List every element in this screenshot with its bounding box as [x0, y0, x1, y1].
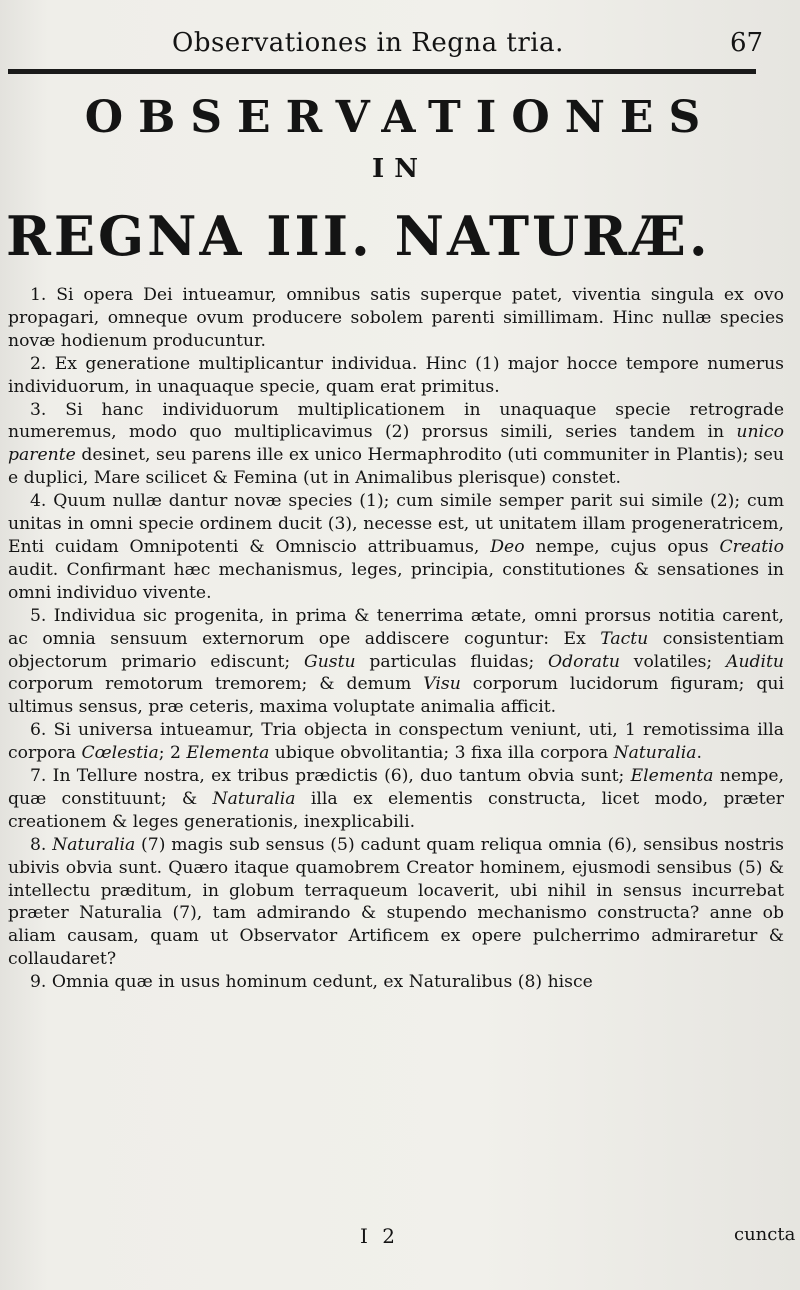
title-line-regna-naturae: REGNA III. NATURÆ.	[6, 204, 711, 268]
paragraph-7	[8, 765, 784, 834]
text-run: 6. Si universa intueamur, Tria objecta in conspectum veniunt, uti, 1 remotissima illa corpora	[8, 720, 784, 764]
paragraph-4	[8, 490, 784, 605]
paragraph-3	[8, 399, 784, 491]
text-run: 7. In Tellure nostra, ex tribus prædictis (6), duo tantum obvia sunt;	[30, 766, 631, 787]
text-run: particulas fluidas;	[355, 651, 549, 672]
italic-term: Elementa	[630, 766, 714, 787]
text-run: 4. Quum nullæ dantur novæ species (1); cum simile semper parit sui simile (2); cum unitas in omni specie ordinem ducit (3), necesse est, ut unitatem illam progeneratricem, Enti cuidam Omnipotenti & Omniscio attribuamus,	[8, 491, 784, 557]
text-run: nempe, cujus opus	[524, 536, 720, 557]
text-run: desinet, seu parens ille ex unico Hermaphrodito (uti communiter in Plantis); seu e duplici, Mare scilicet & Femina (ut in Animalibus plerisque) constet.	[8, 445, 784, 489]
text-run: ubique obvolitantia; 3 fixa illa corpora	[269, 743, 614, 764]
text-run: nempe, quæ constituunt; &	[8, 766, 784, 809]
italic-term: Naturalia	[613, 743, 697, 764]
text-run: ; 2	[158, 743, 187, 764]
paragraph-8	[8, 834, 784, 971]
text-run: corporum lucidorum figuram; qui ultimus sensus, præ ceteris, maxima voluptate animalia afficit.	[8, 674, 784, 718]
italic-term: Tactu	[600, 628, 649, 649]
body-text	[8, 284, 784, 994]
text-run: 5. Individua sic progenita, in prima & tenerrima ætate, omni prorsus notitia carent, ac omnia sensuum externorum ope addiscere coguntur: Ex	[8, 605, 784, 649]
italic-term: Naturalia	[52, 834, 136, 855]
italic-term: unico parente	[8, 422, 784, 466]
paragraph-5	[8, 605, 784, 720]
signature-mark: I 2	[360, 1224, 399, 1248]
text-run: audit. Confirmant hæc mechanismus, leges, principia, constitutiones & sensationes in omni individuo vivente.	[8, 559, 784, 603]
paragraph-9	[8, 971, 784, 994]
italic-term: Elementa	[186, 743, 270, 764]
catchword: cuncta	[734, 1224, 796, 1245]
italic-term: Creatio	[719, 536, 784, 557]
header-rule	[8, 69, 756, 74]
text-run: 3. Si hanc individuorum multiplicationem in unaquaque specie retrograde numeremus, modo quo multiplicavimus (2) prorsus simili, series tandem in	[8, 399, 784, 443]
italic-term: Cœlestia	[81, 743, 159, 764]
italic-term: Naturalia	[212, 788, 296, 809]
text-run: consistentiam objectorum primario ediscunt;	[8, 628, 784, 672]
title-line-in: IN	[372, 154, 428, 184]
text-run: 2. Ex generatione multiplicantur individua. Hinc (1) major hocce tempore numerus individuorum, in unaquaque specie, quam erat primitus.	[8, 353, 784, 397]
text-run: (7) magis sub sensus (5) cadunt quam reliqua omnia (6), sensibus nostris ubivis obvia sunt. Quæro itaque quamobrem Creator hominem, ejusmodi sensibus (5) & intellectu præditum, in globum terraqueum locaverit, ubi nihil in sensus incurrebat præter Naturalia (7), tam admirando & stupendo mechanismo constructa? anne ob aliam causam, quam ut Observator Artificem ex opere pulcherrimo admiraretur & collaudaret?	[8, 834, 784, 970]
paragraph-1	[8, 284, 784, 353]
running-head	[0, 28, 800, 68]
paragraph-2	[8, 353, 784, 399]
paragraph-6	[8, 719, 784, 765]
italic-term: Visu	[423, 674, 461, 695]
italic-term: Auditu	[726, 651, 784, 672]
text-run: illa ex elementis constructa, licet modo, præter creationem & leges generationis, inexplicabili.	[8, 788, 785, 832]
italic-term: Odoratu	[548, 651, 620, 672]
text-run: .	[696, 743, 702, 764]
italic-term: Deo	[490, 536, 525, 557]
italic-term: Gustu	[304, 651, 356, 672]
text-run: 8.	[30, 834, 53, 855]
running-title: Observationes in Regna tria.	[172, 28, 564, 58]
text-run: volatiles;	[619, 651, 727, 672]
text-run: 9. Omnia quæ in usus hominum cedunt, ex Naturalibus (8) hisce	[30, 972, 593, 993]
title-line-observationes: OBSERVATIONES	[84, 92, 716, 143]
text-run: 1. Si opera Dei intueamur, omnibus satis superque patet, viventia singula ex ovo propagari, omneque ovum producere sobolem parenti simillimam. Hinc nullæ species novæ hodienum producuntur.	[8, 285, 784, 351]
page-number: 67	[730, 28, 764, 58]
text-run: corporum remotorum tremorem; & demum	[8, 674, 424, 695]
